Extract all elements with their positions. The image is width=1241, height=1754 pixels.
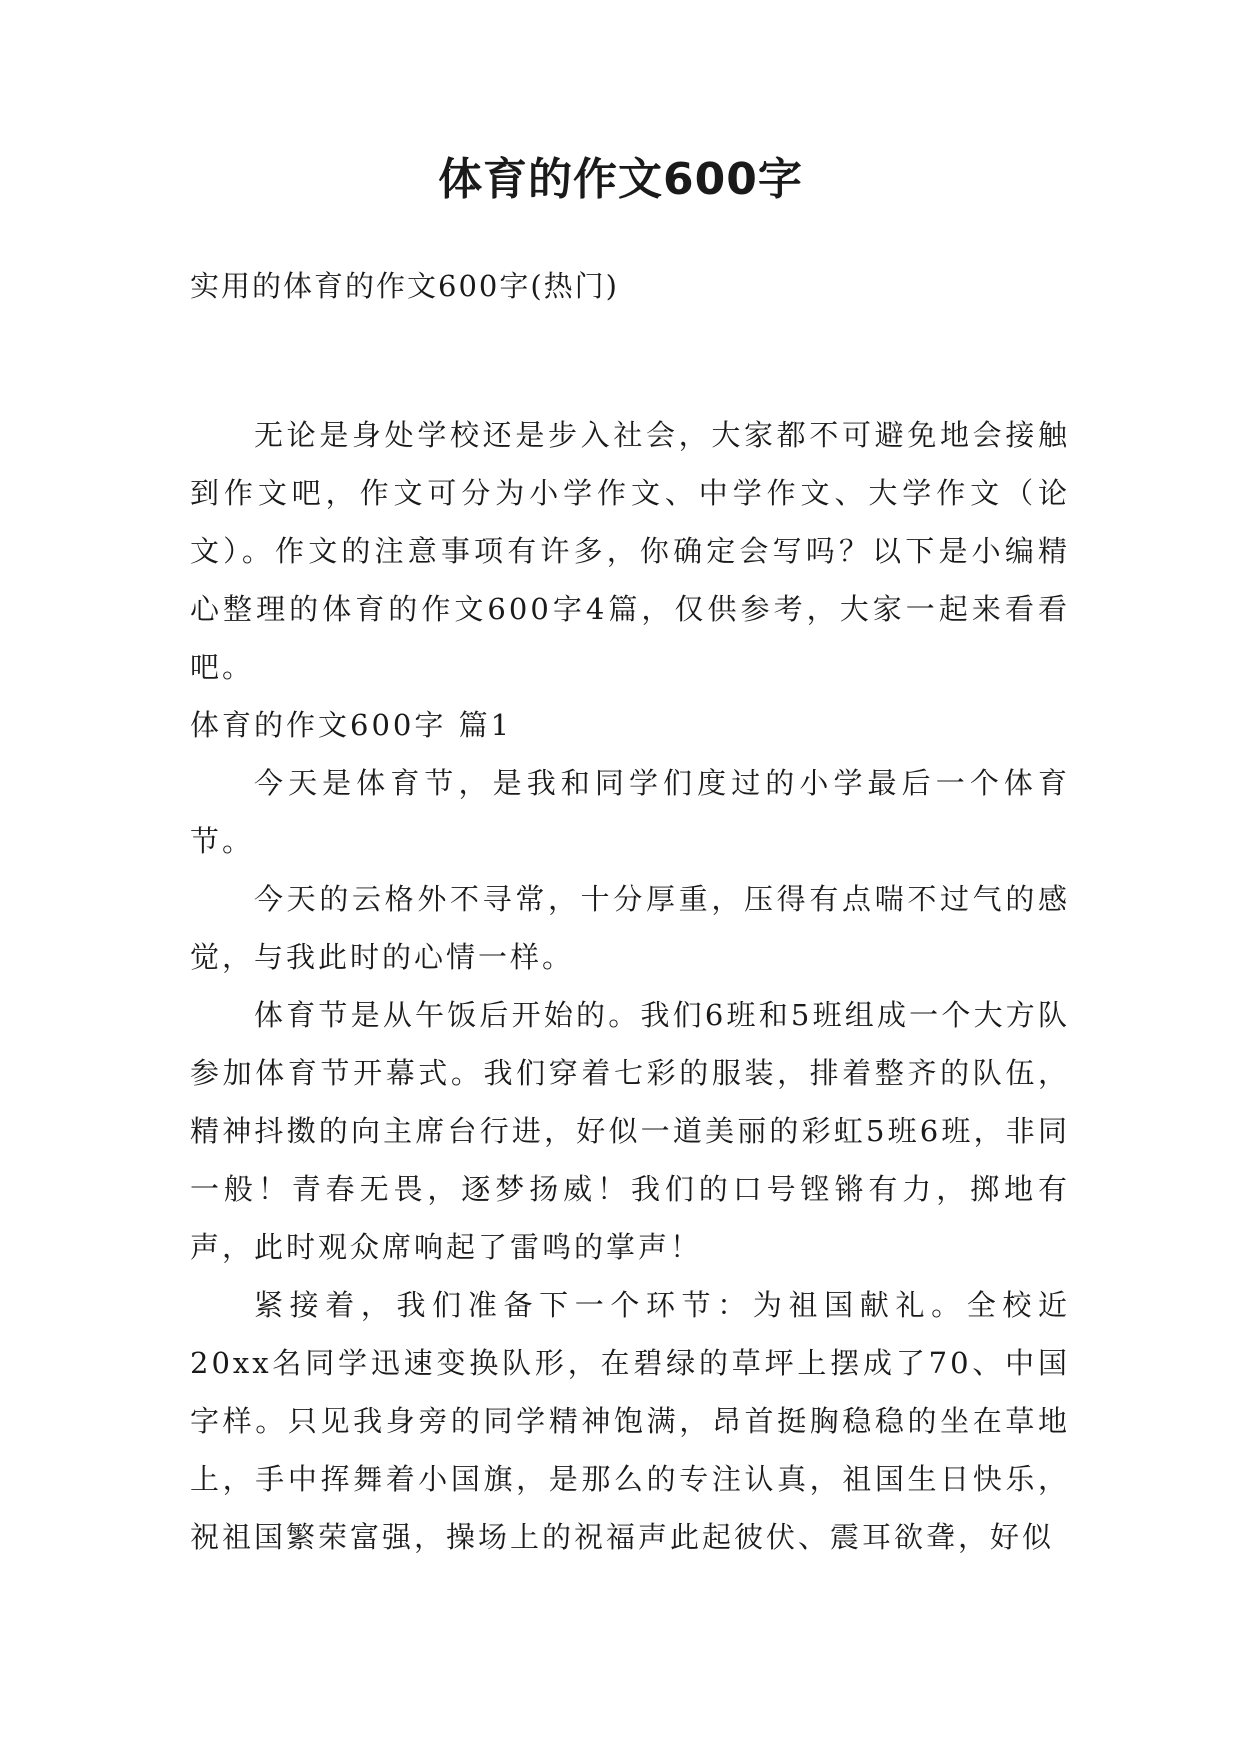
- intro-paragraph: 无论是身处学校还是步入社会，大家都不可避免地会接触到作文吧，作文可分为小学作文、中学作文、大学作文（论文）。作文的注意事项有许多，你确定会写吗？以下是小编精心整理的体育的作文600字4篇，仅供参考，大家一起来看看吧。: [190, 418, 1070, 684]
- document-subtitle: 实用的体育的作文600字(热门): [190, 269, 619, 303]
- body-paragraph: 今天的云格外不寻常，十分厚重，压得有点喘不过气的感觉，与我此时的心情一样。: [190, 882, 1070, 974]
- section-heading: 体育的作文600字 篇1: [190, 708, 513, 742]
- body-paragraph: 体育节是从午饭后开始的。我们6班和5班组成一个大方队参加体育节开幕式。我们穿着七彩的服装，排着整齐的队伍，精神抖擞的向主席台行进，好似一道美丽的彩虹5班6班，非同一般！青春无畏，逐梦扬威！我们的口号铿锵有力，掷地有声，此时观众席响起了雷鸣的掌声！: [190, 998, 1070, 1264]
- body-paragraph: 今天是体育节，是我和同学们度过的小学最后一个体育节。: [190, 766, 1070, 858]
- body-paragraph: 紧接着，我们准备下一个环节：为祖国献礼。全校近20xx名同学迅速变换队形，在碧绿的草坪上摆成了70、中国字样。只见我身旁的同学精神饱满，昂首挺胸稳稳的坐在草地上，手中挥舞着小国旗，是那么的专注认真，祖国生日快乐，祝祖国繁荣富强，操场上的祝福声此起彼伏、震耳欲聋，好似: [190, 1288, 1070, 1554]
- document-body: [190, 406, 1070, 1566]
- document-title: 体育的作文600字: [438, 154, 803, 205]
